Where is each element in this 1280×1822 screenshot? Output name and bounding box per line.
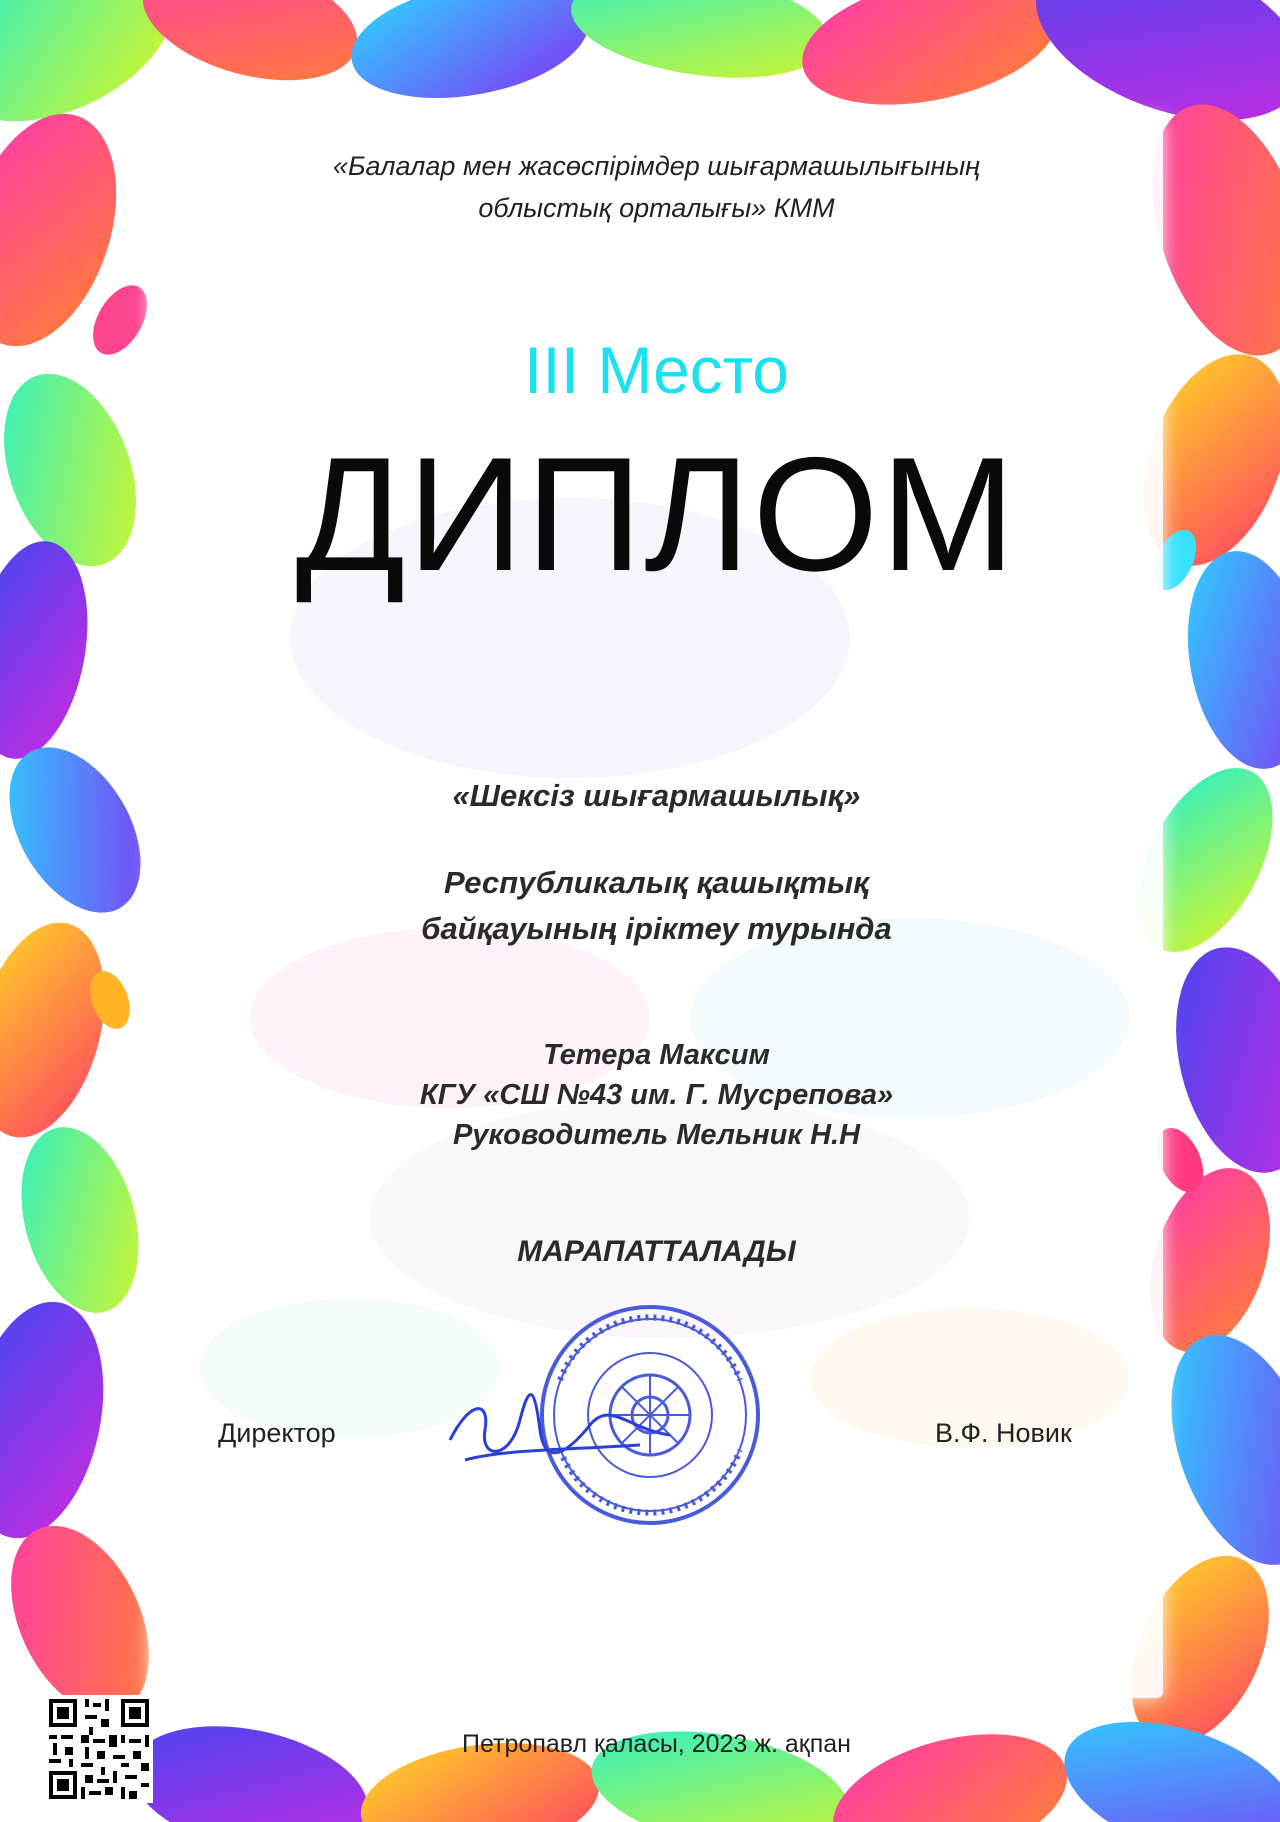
organization-line-2: облыстық орталығы» КММ bbox=[478, 193, 835, 223]
contest-stage bbox=[150, 860, 1163, 952]
place-label: III Место bbox=[524, 333, 789, 407]
contest-stage-line-2: байқауының іріктеу турында bbox=[421, 911, 892, 946]
organization-name bbox=[150, 145, 1163, 229]
contest-stage-line-1: Республикалық қашықтық bbox=[444, 865, 869, 900]
school-name: КГУ «СШ №43 им. Г. Мусрепова» bbox=[419, 1079, 894, 1111]
director-label: Директор bbox=[218, 1418, 336, 1448]
qr-code-icon bbox=[45, 1695, 153, 1803]
official-seal-and-signature bbox=[440, 1300, 780, 1530]
contest-name: «Шексіз шығармашылық» bbox=[452, 778, 861, 813]
organization-line-1: «Балалар мен жасөспірімдер шығармашылығының bbox=[332, 151, 981, 181]
round-stamp-icon bbox=[542, 1307, 758, 1523]
awarded-text: МАРАПАТТАЛАДЫ bbox=[517, 1235, 796, 1268]
director-name: В.Ф. Новик bbox=[935, 1418, 1072, 1448]
diploma-title: ДИПЛОМ bbox=[295, 424, 1018, 605]
place-and-date: Петропавл қаласы, 2023 ж. ақпан bbox=[462, 1730, 851, 1758]
participant-name: Тетера Максим bbox=[543, 1039, 770, 1071]
recipient-block bbox=[150, 1035, 1163, 1155]
supervisor-name: Руководитель Мельник Н.Н bbox=[452, 1119, 861, 1151]
